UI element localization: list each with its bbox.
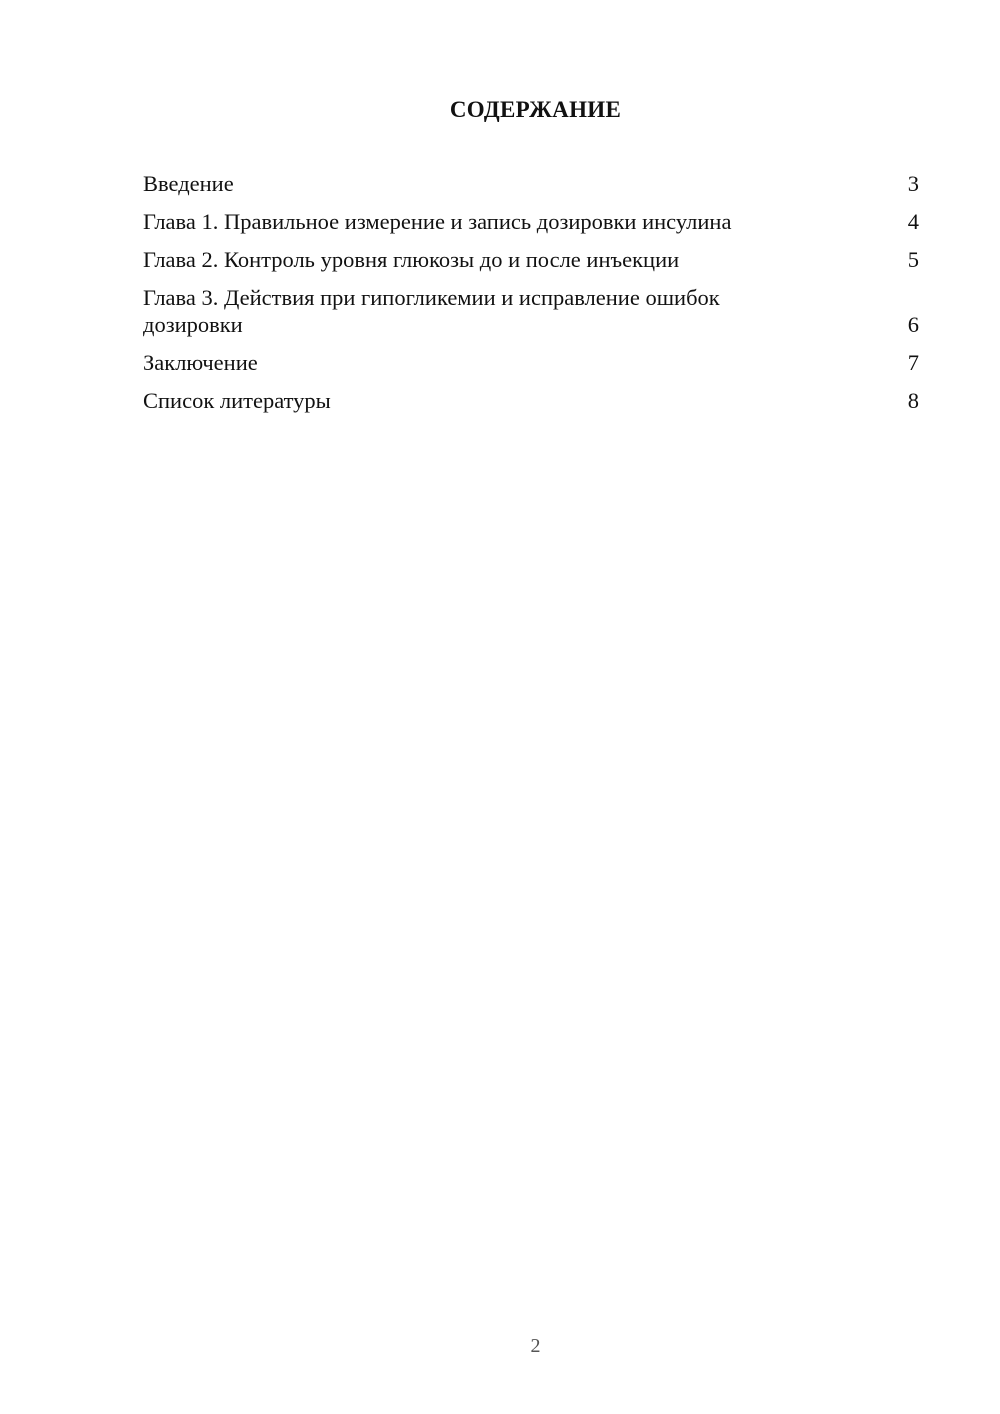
toc-entry-page-number: 6 [907, 312, 919, 337]
toc-entry-chapter-1 [143, 208, 919, 235]
toc-entry-label: Список литературы [143, 388, 331, 413]
toc-entry-page-number: 8 [907, 388, 919, 413]
page-number: 2 [530, 1335, 541, 1357]
toc-entry-conclusion [143, 349, 919, 376]
toc-entry-label: Глава 3. Действия при гипогликемии и исправление ошибок дозировки [143, 285, 720, 337]
table-of-contents [143, 170, 919, 414]
toc-entry-label: Введение [143, 171, 234, 196]
toc-entry-page-number: 7 [907, 350, 919, 375]
toc-entry-page-number: 5 [907, 247, 919, 272]
toc-entry-label: Глава 1. Правильное измерение и запись дозировки инсулина [143, 209, 732, 234]
toc-entry-chapter-3 [143, 284, 919, 338]
toc-entry-chapter-2 [143, 246, 919, 273]
page-title: СОДЕРЖАНИЕ [449, 97, 622, 122]
toc-entry-page-number: 4 [907, 209, 919, 234]
toc-entry-introduction [143, 170, 919, 197]
toc-entry-label: Заключение [143, 350, 258, 375]
toc-entry-label: Глава 2. Контроль уровня глюкозы до и после инъекции [143, 247, 680, 272]
toc-entry-page-number: 3 [907, 171, 919, 196]
toc-entry-references [143, 387, 919, 414]
